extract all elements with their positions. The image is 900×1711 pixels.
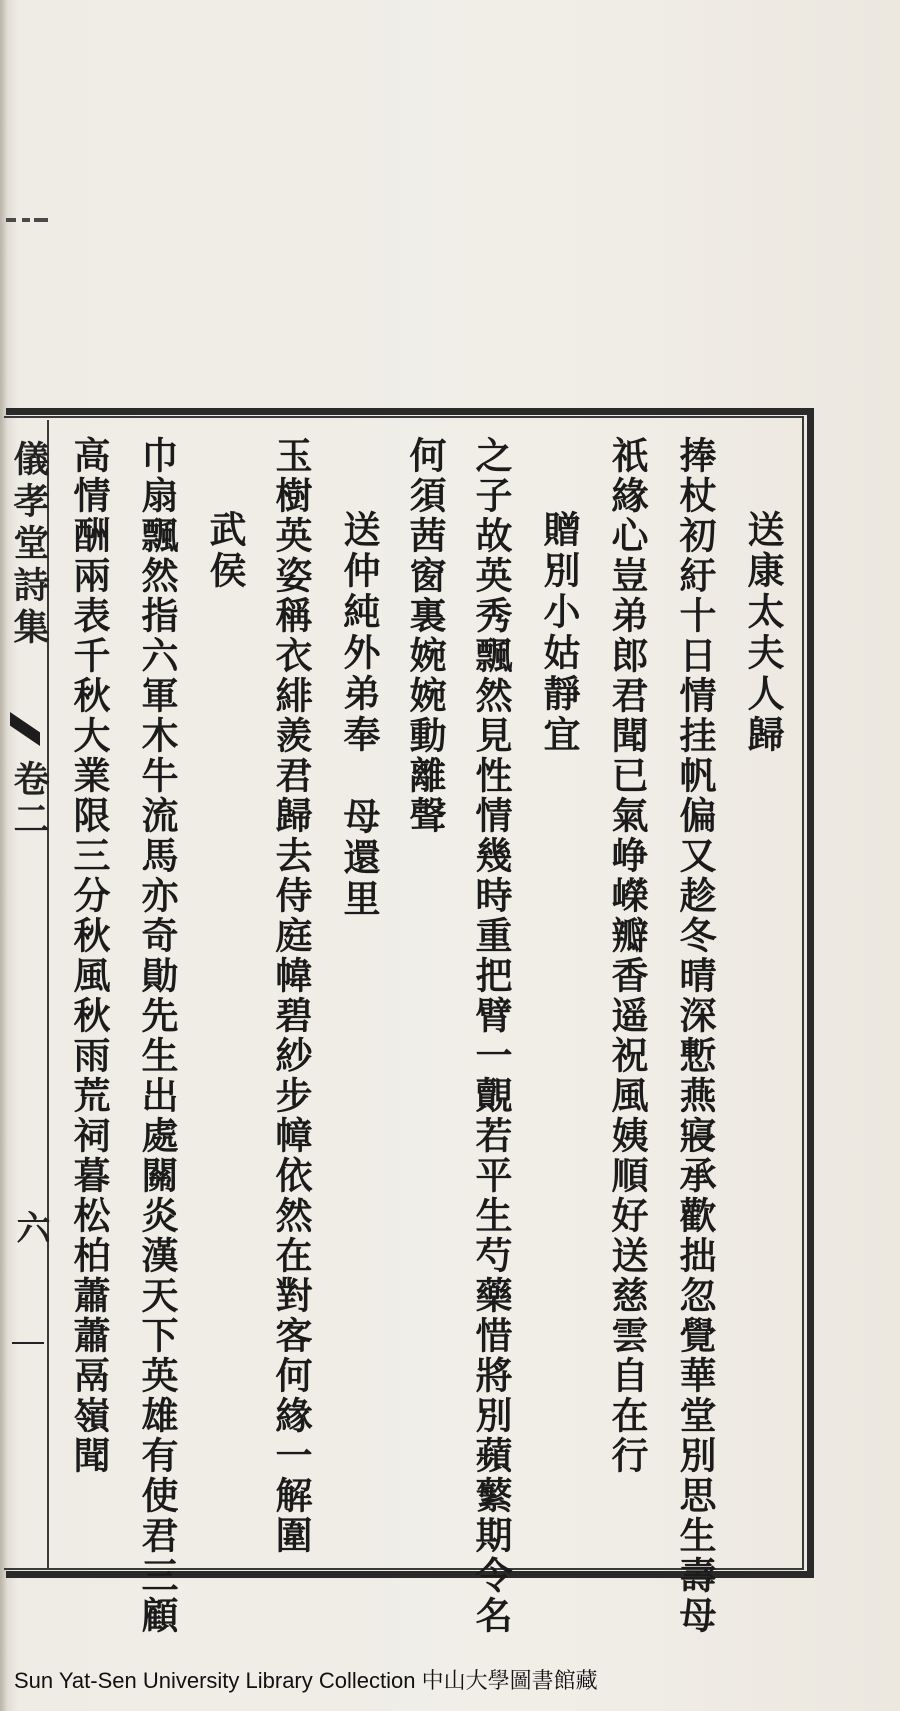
- poem-line: 高情酬兩表千秋大業限三分秋風秋雨荒祠暮松柏蕭蕭鬲嶺聞: [67, 436, 111, 1476]
- poem-title-4: 武侯: [203, 510, 247, 592]
- margin-book-title: 儀孝堂詩集: [8, 440, 50, 650]
- poem-title-2: 贈別小姑靜宜: [537, 510, 581, 756]
- poem-title-3: 送仲純外弟奉 母還里: [337, 510, 381, 920]
- poem-line: 捧杖初紆十日情挂帆偏又趁冬晴深慙燕寢承歡拙忽覺華堂別思生壽母: [673, 436, 717, 1636]
- poem-line: 巾扇飄然指六軍木牛流馬亦奇勛先生出處關炎漢天下英雄有使君三顧: [135, 436, 179, 1636]
- poem-line: 何須茜窗裏婉婉動離聲: [403, 436, 447, 836]
- collection-note: Sun Yat-Sen University Library Collection 中山大學圖書館藏: [14, 1668, 598, 1693]
- poem-line: 祇緣心豈弟郎君聞已氣峥嶸瓣香遥祝風姨順好送慈雲自在行: [605, 436, 649, 1476]
- poem-line: 玉樹英姿稱衣緋羨君歸去侍庭幃碧紗步幛依然在對客何緣一解圍: [269, 436, 313, 1556]
- margin-juan: 卷二: [8, 760, 50, 840]
- margin-stroke: [12, 1342, 44, 1344]
- margin-page-number: 六: [10, 1210, 50, 1244]
- fold-marks: [6, 218, 46, 224]
- poem-title-1: 送康太夫人歸: [741, 510, 785, 756]
- poem-line: 之子故英秀飄然見性情幾時重把臂一覿若平生芍藥惜將別蘋蘩期令名: [469, 436, 513, 1636]
